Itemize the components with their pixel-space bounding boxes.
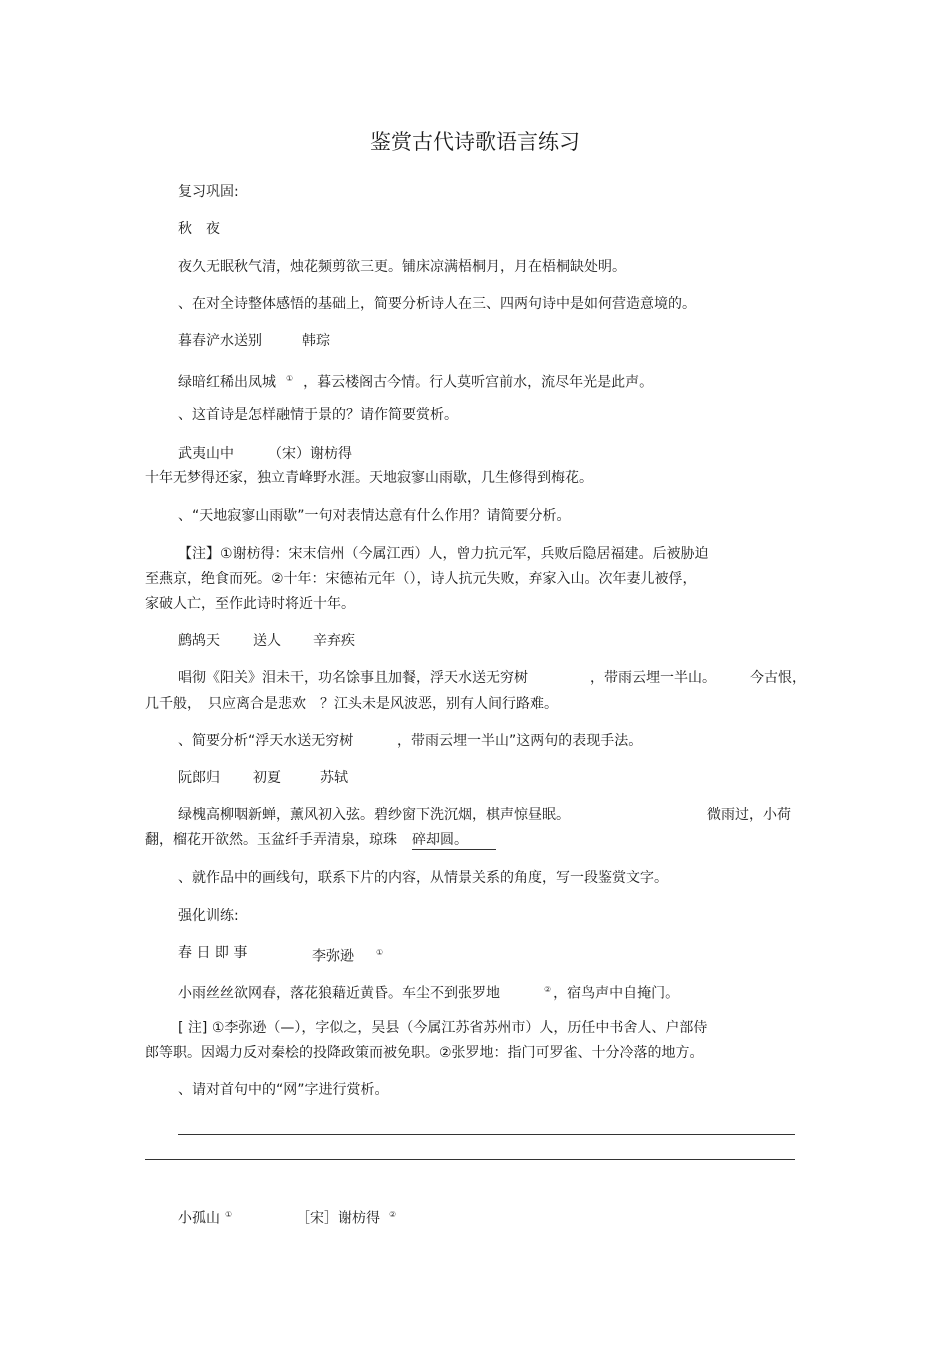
poem-2-author: 韩琮 [302,333,330,349]
note-mark: ① [286,374,294,383]
poem-2-text: 绿暗红稀出凤城 ① ，暮云楼阁古今情。行人莫听宫前水，流尽年光是此声。 [178,374,654,391]
question-5: 、就作品中的画线句，联系下片的内容，从情景关系的角度，写一段鉴赏文字。 [178,870,668,886]
poem-4-line-2: 几千般， 只应离合是悲欢 ？江头未是风波恶，别有人间行路难。 [145,696,558,712]
poem-5-line-1a: 绿槐高柳咽新蝉，薰风初入弦。碧纱窗下洗沉烟，棋声惊昼眠。 [178,807,570,823]
poem-1-text: 夜久无眠秋气清，烛花频剪欲三更。铺床凉满梧桐月，月在梧桐缺处明。 [178,259,626,275]
poem-4-author: 辛弃疾 [313,633,355,649]
note-3-line-2: 至燕京，绝食而死。②十年：宋德祐元年（），诗人抗元失败，弃家入山。次年妻儿被俘， [145,571,697,587]
question-6: 、请对首句中的“网”字进行赏析。 [178,1082,389,1098]
poem-6-title: 春 日 即 事 [178,945,248,961]
question-3: 、“天地寂寥山雨歇”一句对表情达意有什么作用？请简要分析。 [178,508,571,524]
answer-line [178,1134,795,1135]
poem-1-title: 秋 夜 [178,221,220,237]
poem-5-line-1b: 微雨过，小荷 [707,807,791,823]
question-4a: 、简要分析“浮天水送无穷树 [178,733,354,749]
poem-7-title: 小孤山 ① [178,1210,233,1227]
poem-6-author: 李弥逊 ① [312,948,384,965]
note-mark: ② [389,1210,397,1219]
poem-3-author: （宋）谢枋得 [268,446,352,462]
poem-4-line-1b: ，带雨云埋一半山。 [590,670,716,686]
poem-4-line-1a: 唱彻《阳关》泪未干，功名馀事且加餐，浮天水送无穷树 [178,670,528,686]
poem-5-line-2b: 碎却圆。 [412,832,468,848]
poem-6-text: 小雨丝丝欲网春，落花狼藉近黄昏。车尘不到张罗地 ② ，宿鸟声中自掩门。 [178,985,680,1002]
note-6-line-2: 郎等职。因竭力反对秦桧的投降政策而被免职。②张罗地：指门可罗雀、十分冷落的地方。 [145,1045,704,1061]
poem-5-line-2a: 翻，榴花开欲然。玉盆纤手弄清泉，琼珠 [145,832,397,848]
training-heading: 强化训练: [178,908,239,924]
question-1: 、在对全诗整体感悟的基础上，简要分析诗人在三、四两句诗中是如何营造意境的。 [178,296,696,312]
poem-3-text: 十年无梦得还家，独立青峰野水涯。天地寂寥山雨歇，几生修得到梅花。 [145,470,593,486]
note-3-line-3: 家破人亡，至作此诗时将近十年。 [145,596,355,612]
answer-line [145,1159,795,1160]
note-mark: ① [376,948,384,957]
poem-3-title: 武夷山中 [178,446,234,462]
underline-mark [412,849,496,850]
poem-7-author: ［宋］谢枋得 ② [296,1210,397,1227]
poem-5-subtitle: 初夏 [253,770,281,786]
page-title: 鉴赏古代诗歌语言练习 [370,130,580,154]
note-3-line-1: 【注】①谢枋得：宋末信州（今属江西）人，曾力抗元军，兵败后隐居福建。后被胁迫 [178,546,709,562]
poem-4-title: 鹧鸪天 [178,633,220,649]
poem-5-author: 苏轼 [320,770,348,786]
question-4b: ，带雨云埋一半山”这两句的表现手法。 [397,733,643,749]
poem-5-title: 阮郎归 [178,770,220,786]
poem-4-subtitle: 送人 [253,633,281,649]
note-mark: ② [544,985,552,994]
note-mark: ① [225,1210,233,1219]
question-2: 、这首诗是怎样融情于景的？请作简要赏析。 [178,407,458,423]
poem-2-title: 暮春浐水送别 [178,333,262,349]
note-6-line-1: [ 注] ①李弥逊（—），字似之，吴县（今属江苏省苏州市）人，历任中书舍人、户部侍 [178,1020,708,1036]
poem-4-line-1c: 今古恨， [750,670,806,686]
review-heading: 复习巩固: [178,184,239,200]
